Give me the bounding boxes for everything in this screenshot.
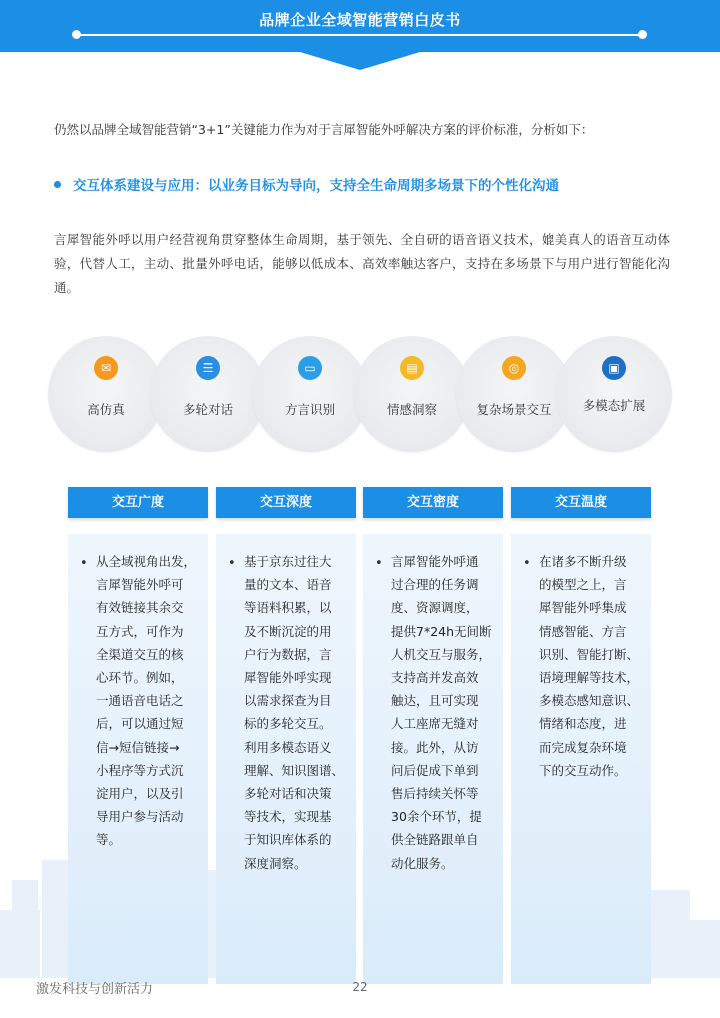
text-line: 后，可以通过短 bbox=[96, 716, 184, 732]
page-number: 22 bbox=[352, 980, 368, 994]
document-title: 品牌企业全域智能营销白皮书 bbox=[259, 11, 461, 29]
column-title: 交互深度 bbox=[216, 487, 356, 518]
page-header bbox=[0, 0, 720, 52]
bullet-dot-icon: • bbox=[228, 556, 236, 571]
text-line: 触达，且可实现 bbox=[391, 693, 479, 709]
header-right-dot bbox=[638, 30, 647, 39]
text-line: 量的文本、语音 bbox=[244, 577, 332, 593]
text-line: 语境理解等技术， bbox=[539, 670, 640, 686]
text-line: 人工座席无缝对 bbox=[391, 716, 479, 732]
intro-text: 仍然以品牌全域智能营销“3+1”关键能力作为对于言犀智能外呼解决方案的评价标准，分析如下： bbox=[54, 122, 594, 137]
text-line: 售后持续关怀等 bbox=[391, 786, 479, 802]
text-line: 小程序等方式沉 bbox=[96, 762, 184, 778]
text-line: 等。 bbox=[96, 832, 122, 848]
text-line: 过合理的任务调 bbox=[391, 577, 479, 593]
text-line: 问后促成下单到 bbox=[391, 762, 479, 778]
text-line: 犀智能外呼集成 bbox=[539, 600, 627, 616]
text-line: 以需求探查为目 bbox=[244, 693, 332, 709]
text-line: 支持高并发高效 bbox=[391, 670, 479, 686]
column-text-breadth bbox=[96, 550, 200, 852]
text-line: 情感智能、方言 bbox=[539, 623, 627, 639]
bullet-dot-icon: • bbox=[80, 556, 88, 571]
header-notch bbox=[300, 52, 420, 70]
text-line: 深度洞察。 bbox=[244, 855, 307, 871]
text-line: 标的多轮交互。 bbox=[244, 716, 332, 732]
feature-label: 方言识别 bbox=[284, 402, 335, 417]
text-line: 而完成复杂环境 bbox=[539, 739, 627, 755]
feature-label: 多模态扩展 bbox=[582, 398, 646, 413]
bullet-dot-icon bbox=[54, 181, 61, 188]
column-text-warmth bbox=[539, 550, 643, 782]
text-line: 犀智能外呼实现 bbox=[244, 670, 332, 686]
feature-circle-complex-scenes bbox=[456, 336, 572, 452]
text-line: 有效链接其余交 bbox=[96, 600, 184, 616]
text-line: 供全链路跟单自 bbox=[391, 832, 479, 848]
header-divider bbox=[78, 34, 642, 36]
phone-message-icon: ✉ bbox=[94, 356, 118, 380]
text-line: 理解、知识图谱、 bbox=[244, 762, 345, 778]
text-line: 等技术，实现基 bbox=[244, 809, 332, 825]
feature-label: 复杂场景交互 bbox=[476, 402, 552, 417]
feature-label: 情感洞察 bbox=[386, 402, 437, 417]
text-line: 言犀智能外呼通 bbox=[391, 554, 479, 569]
text-line: 多轮对话和决策 bbox=[244, 786, 332, 802]
footer-slogan: 激发科技与创新活力 bbox=[36, 982, 154, 997]
card-icon: ▭ bbox=[298, 356, 322, 380]
text-line: 多模态感知意识、 bbox=[539, 693, 640, 709]
feature-circle-high-fidelity bbox=[48, 336, 164, 452]
text-line: 互方式，可作为 bbox=[96, 623, 184, 639]
text-line: 信→短信链接→ bbox=[96, 739, 180, 755]
text-line: 情绪和态度，进 bbox=[539, 716, 627, 732]
bullet-dot-icon: • bbox=[523, 556, 531, 571]
text-line: 提供7*24h无间断 bbox=[391, 623, 492, 639]
feature-circle-emotion bbox=[354, 336, 470, 452]
column-title: 交互密度 bbox=[363, 487, 503, 518]
feature-circle-multimodal bbox=[556, 336, 672, 452]
text-line: 基于京东过往大 bbox=[244, 554, 332, 569]
header-left-dot bbox=[72, 30, 81, 39]
text-line: 下的交互动作。 bbox=[539, 762, 627, 778]
target-icon: ◎ bbox=[502, 356, 526, 380]
feature-label: 多轮对话 bbox=[182, 402, 233, 417]
text-line: 利用多模态语义 bbox=[244, 739, 332, 755]
body-paragraph: 言犀智能外呼以用户经营视角贯穿整体生命周期，基于领先、全自研的语音语义技术，媲美真人的语音互动体验，代替人工，主动、批量外呼电话，能够以低成本、高效率触达客户，支持在多场景下与用户进行智能化沟通。 bbox=[54, 232, 670, 295]
document-icon: ▤ bbox=[400, 356, 424, 380]
text-line: 等语料积累，以 bbox=[244, 600, 332, 616]
column-text-density bbox=[391, 550, 495, 875]
column-title: 交互温度 bbox=[511, 487, 651, 518]
feature-circle-dialect bbox=[252, 336, 368, 452]
text-line: 户行为数据，言 bbox=[244, 646, 332, 662]
text-line: 接。此外，从访 bbox=[391, 739, 479, 755]
text-line: 于知识库体系的 bbox=[244, 832, 332, 848]
image-icon: ▣ bbox=[602, 356, 626, 380]
text-line: 全渠道交互的核 bbox=[96, 646, 184, 662]
text-line: 度、资源调度， bbox=[391, 600, 479, 616]
text-line: 识别、智能打断、 bbox=[539, 646, 640, 662]
text-line: 人机交互与服务， bbox=[391, 646, 492, 662]
text-line: 的模型之上，言 bbox=[539, 577, 627, 593]
feature-circle-multi-turn bbox=[150, 336, 266, 452]
text-line: 从全域视角出发， bbox=[96, 554, 197, 569]
text-line: 导用户参与活动 bbox=[96, 809, 184, 825]
text-line: 言犀智能外呼可 bbox=[96, 577, 184, 593]
bullet-dot-icon: • bbox=[375, 556, 383, 571]
text-line: 动化服务。 bbox=[391, 855, 454, 871]
section-subheading bbox=[54, 174, 674, 194]
subheading-text: 交互体系建设与应用：以业务目标为导向，支持全生命周期多场景下的个性化沟通 bbox=[73, 178, 559, 194]
text-line: 在诸多不断升级 bbox=[539, 554, 627, 569]
text-line: 及不断沉淀的用 bbox=[244, 623, 332, 639]
text-line: 30余个环节，提 bbox=[391, 809, 482, 825]
text-line: 淀用户，以及引 bbox=[96, 786, 184, 802]
text-line: 心环节。例如， bbox=[96, 670, 184, 686]
column-title: 交互广度 bbox=[68, 487, 208, 518]
column-text-depth bbox=[244, 550, 348, 875]
text-line: 一通语音电话之 bbox=[96, 693, 184, 709]
feature-label: 高仿真 bbox=[87, 402, 125, 417]
chat-bubbles-icon: ☰ bbox=[196, 356, 220, 380]
